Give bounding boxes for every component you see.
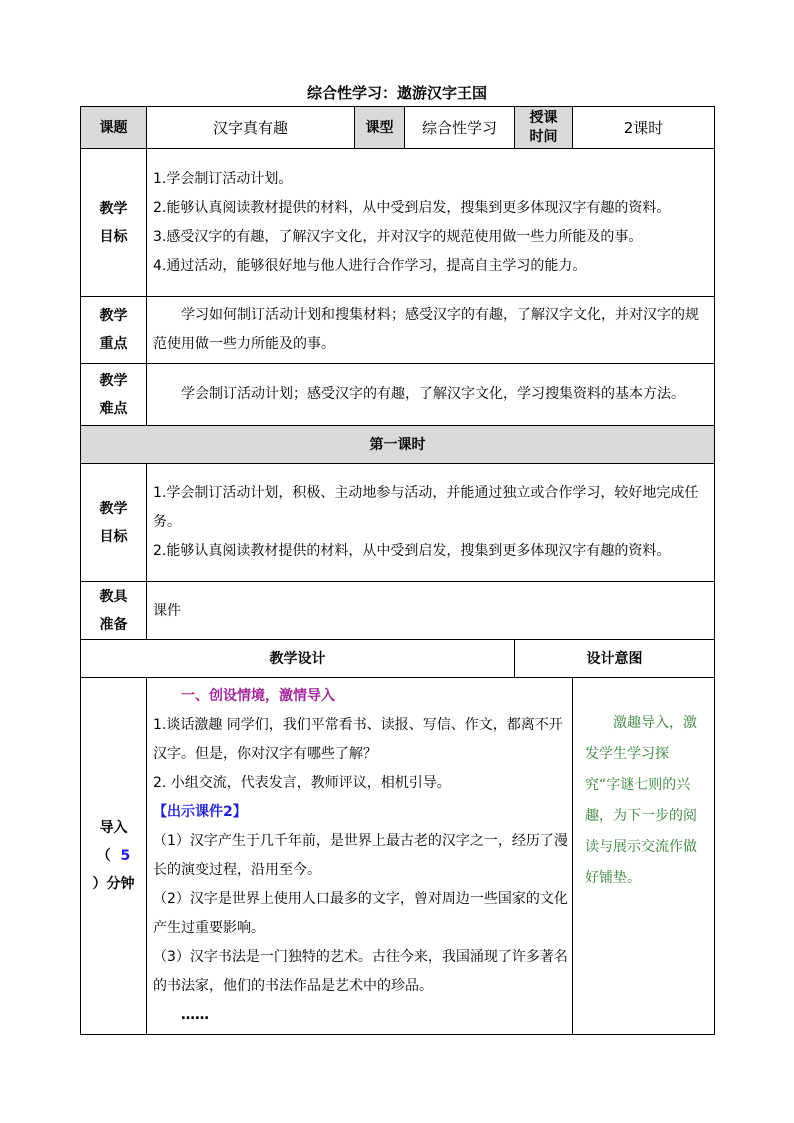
type-label: 课型	[355, 107, 405, 149]
intro-duration-label	[81, 678, 147, 1035]
page-title: 综合性学习：遨游汉字王国	[306, 84, 487, 102]
lesson1-goal-item: 2.能够认真阅读教材提供的材料，从中受到启发，搜集到更多体现汉字有趣的资料。	[153, 543, 671, 559]
ellipsis: ……	[181, 1007, 209, 1023]
goals-row	[81, 149, 715, 297]
intro-row	[81, 678, 715, 1035]
courseware-item: （3）汉字书法是一门独特的艺术。古往今来，我国涌现了许多著名的书法家，他们的书法作品是艺术中的珍品。	[153, 949, 568, 994]
intro-intent-content	[573, 678, 715, 1035]
lesson1-goals-content	[147, 464, 715, 582]
header-row	[81, 107, 715, 149]
type-value: 综合性学习	[405, 107, 515, 149]
intro-label-c: ）分钟	[92, 876, 135, 892]
key-points-row	[81, 297, 715, 364]
goals-content	[147, 149, 715, 297]
intro-minutes: 5	[120, 848, 131, 864]
intro-label-a: 导入	[99, 820, 128, 836]
intro-paragraph: 2. 小组交流，代表发言，教师评议，相机引导。	[153, 775, 451, 791]
goal-item: 2.能够认真阅读教材提供的材料，从中受到启发，搜集到更多体现汉字有趣的资料。	[153, 199, 671, 216]
intent-label: 设计意图	[515, 640, 715, 678]
intro-label-num-line: （ 5	[96, 848, 131, 864]
intro-section-title: 一、创设情境，激情导入	[181, 688, 335, 704]
subject-label: 课题	[81, 107, 147, 149]
key-points-text: 学习如何制订活动计划和搜集材料；感受汉字的有趣，了解汉字文化，并对汉字的规范使用做一些力所能及的事。	[153, 307, 699, 352]
intro-paragraph: 1.谈话激趣 同学们，我们平常看书、读报、写信、作文，都离不开汉字。但是，你对汉字有哪些了解？	[153, 717, 563, 762]
lesson1-goals-row	[81, 464, 715, 582]
goal-item: 3.感受汉字的有趣，了解汉字文化，并对汉字的规范使用做一些力所能及的事。	[153, 228, 643, 245]
key-points-label: 教学 重点	[81, 297, 147, 364]
lesson-plan-table	[80, 106, 715, 1035]
lesson1-heading-row	[81, 426, 715, 464]
courseware-item: （1）汉字产生于几千年前，是世界上最古老的汉字之一，经历了漫长的演变过程，沿用至今。	[153, 833, 568, 878]
lesson1-goals-label: 教学 目标	[81, 464, 147, 582]
intro-design-content	[147, 678, 573, 1035]
courseware-tag: 【出示课件2】	[153, 804, 247, 820]
time-label: 授课 时间	[515, 107, 573, 149]
prep-value: 课件	[147, 582, 715, 640]
prep-row	[81, 582, 715, 640]
difficulties-row	[81, 364, 715, 426]
intro-intent-text: 激趣导入，激发学生学习探究“字谜七则的兴趣，为下一步的阅读与展示交流作做好铺垫。	[585, 715, 697, 886]
key-points-content	[147, 297, 715, 364]
difficulties-label: 教学 难点	[81, 364, 147, 426]
subject-value: 汉字真有趣	[147, 107, 355, 149]
difficulties-content	[147, 364, 715, 426]
courseware-item: （2）汉字是世界上使用人口最多的文字，曾对周边一些国家的文化产生过重要影响。	[153, 891, 568, 936]
design-header-row	[81, 640, 715, 678]
goal-item: 4.通过活动，能够很好地与他人进行合作学习，提高自主学习的能力。	[153, 257, 587, 274]
difficulties-text: 学会制订活动计划；感受汉字的有趣，了解汉字文化，学习搜集资料的基本方法。	[181, 386, 685, 402]
time-value: 2课时	[573, 107, 715, 149]
prep-label: 教具 准备	[81, 582, 147, 640]
goal-item: 1.学会制订活动计划。	[153, 170, 293, 187]
goals-label: 教学 目标	[81, 149, 147, 297]
lesson1-heading: 第一课时	[81, 426, 715, 464]
lesson1-goal-item: 1.学会制订活动计划，积极、主动地参与活动，并能通过独立或合作学习，较好地完成任务。	[153, 485, 699, 530]
design-label: 教学设计	[81, 640, 515, 678]
